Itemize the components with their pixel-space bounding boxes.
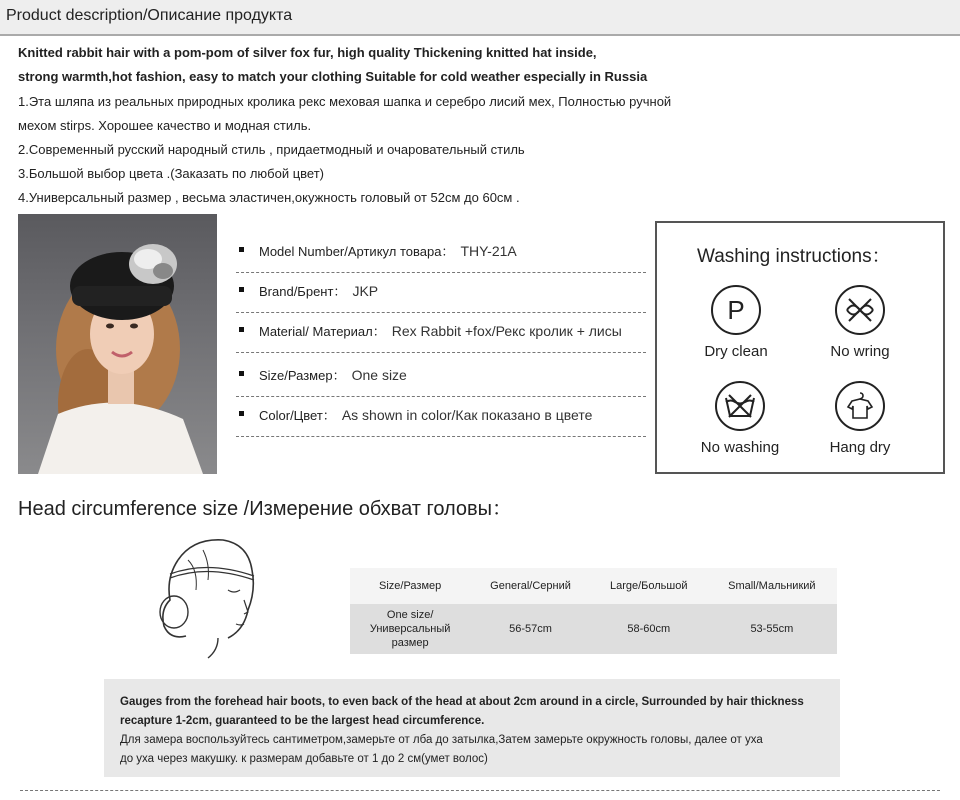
section-title: Product description/Описание продукта [6,7,293,24]
no-wring-icon [835,285,885,335]
hang-dry-icon [835,381,885,431]
spec-size [236,356,646,397]
spec-value: Rex Rabbit +fox/Рекс кролик + лисы [391,323,622,339]
bullet [239,371,244,376]
wash-item-hang-dry [805,381,915,456]
wash-label: No washing [700,439,780,456]
no-washing-icon [715,381,765,431]
divider [20,790,940,791]
table-cell: 53-55cm [707,604,837,654]
description-line: strong warmth,hot fashion, easy to match your clothing Suitable for cold weather especially in Russia [18,69,648,84]
table-header-cell: Large/Большой [591,568,707,604]
description-line: мехом stirps. Хорошее качество и модная стиль. [18,118,312,133]
model-illustration [18,214,217,474]
table-header-cell: Size/Размер [350,568,470,604]
spec-model-number [236,232,646,273]
table-header-row [350,568,837,604]
note-line: Gauges from the forehead hair boots, to even back of the head at about 2cm around in a circle, Surrounded by hair thickness [120,696,804,708]
wash-item-no-wring [805,285,915,360]
spec-value: One size [351,367,407,383]
measurement-note [104,679,840,777]
bullet [239,287,244,292]
washing-title: Washing instructions： [697,246,891,267]
table-cell: 58-60cm [591,604,707,654]
spec-brand [236,272,646,313]
spec-value: JKP [352,283,379,299]
spec-label: Model Number/Артикул товара： [259,244,455,259]
description-line: 2.Современный русский народный стиль , придаетмодный и очаровательный стиль [18,142,525,157]
table-row [350,604,837,654]
table-row-label: One size/ Универсальный размер [350,604,470,654]
section-header [0,0,960,36]
note-line: до уха через макушку. к размерам добавьте от 1 до 2 см(умет волос) [120,753,488,765]
table-cell: 56-57cm [470,604,591,654]
note-line: Для замера воспользуйтесь сантиметром,замерьте от лба до затылка,Затем замерьте окружность головы, далее от уха [120,734,763,746]
bullet [239,411,244,416]
description-line: 4.Универсальный размер , весьма эластичен,окужность головый от 52см до 60см . [18,190,520,205]
description-line: 1.Эта шляпа из реальных природных кролика рекс меховая шапка и серебро лисий мех, Полностью ручной [18,94,672,109]
wash-item-dry-clean [681,285,791,360]
spec-label: Size/Размер： [259,368,346,383]
spec-material [236,312,646,353]
size-table [350,568,837,654]
spec-value: THY-21A [460,243,517,259]
table-header-cell: General/Серний [470,568,591,604]
bullet [239,247,244,252]
bullet [239,327,244,332]
description-line: Knitted rabbit hair with a pom-pom of silver fox fur, high quality Thickening knitted hat inside, [18,45,597,60]
spec-color [236,396,646,437]
spec-label: Color/Цвет： [259,408,336,423]
head-size-title: Head circumference size /Измерение обхват головы： [18,498,513,520]
washing-instructions-panel [655,221,945,474]
wash-label: Hang dry [829,439,891,456]
wash-item-no-washing [685,381,795,456]
spec-value: As shown in color/Как показано в цвете [341,407,593,423]
dry-clean-icon [711,285,761,335]
spec-label: Material/ Материал： [259,324,386,339]
wash-label: Dry clean [704,343,768,360]
spec-label: Brand/Брент： [259,284,347,299]
product-photo [18,214,217,474]
dry-clean-symbol: P [727,295,745,325]
wash-label: No wring [830,343,890,360]
table-header-cell: Small/Мальникий [707,568,837,604]
head-measure-sketch [148,530,268,660]
note-line: recapture 1-2cm, guaranteed to be the largest head circumference. [120,715,485,727]
description-line: 3.Большой выбор цвета .(Заказать по любой цвет) [18,166,325,181]
